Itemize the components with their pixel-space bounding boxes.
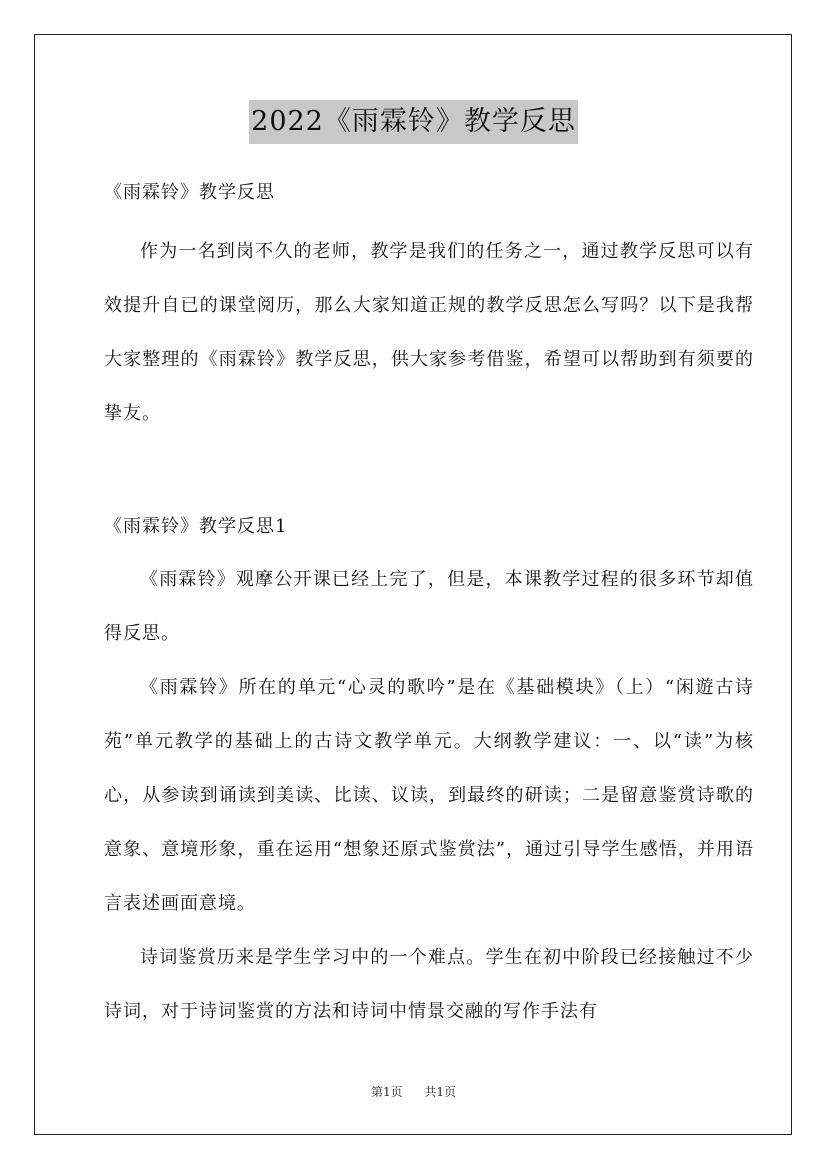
- section-heading-1: 《雨霖铃》教学反思1: [104, 516, 288, 537]
- page-total: 共1页: [424, 1085, 456, 1099]
- document-title: 2022《雨霖铃》教学反思: [249, 100, 578, 144]
- document-subtitle: 《雨霖铃》教学反思: [104, 182, 275, 203]
- intro-paragraph: 作为一名到岗不久的老师，教学是我们的任务之一，通过教学反思可以有效提升自已的课堂阅历，那么大家知道正规的教学反思怎么写吗？以下是我帮大家整理的《雨霖铃》教学反思，供大家参考借鉴，希望可以帮助到有须要的挚友。: [104, 241, 754, 424]
- document-body: [104, 175, 754, 1039]
- page-number: 第1页: [371, 1085, 403, 1099]
- body-paragraph: 诗词鉴赏历来是学生学习中的一个难点。学生在初中阶段已经接触过不少诗词，对于诗词鉴赏的方法和诗词中情景交融的写作手法有: [104, 947, 754, 1022]
- title-container: [0, 100, 827, 144]
- page-footer: [0, 1082, 827, 1102]
- body-paragraph: 《雨霖铃》所在的单元“心灵的歌吟”是在《基础模块》（上）“闲遊古诗苑”单元教学的基础上的古诗文教学单元。大纲教学建议：一、以“读”为核心，从参读到诵读到美读、比读、议读，到最终的研读；二是留意鉴赏诗歌的意象、意境形象，重在运用“想象还原式鉴赏法”，通过引导学生感悟，并用语言表述画面意境。: [104, 677, 754, 914]
- body-paragraph: 《雨霖铃》观摩公开课已经上完了，但是，本课教学过程的很多环节却值得反思。: [104, 569, 754, 644]
